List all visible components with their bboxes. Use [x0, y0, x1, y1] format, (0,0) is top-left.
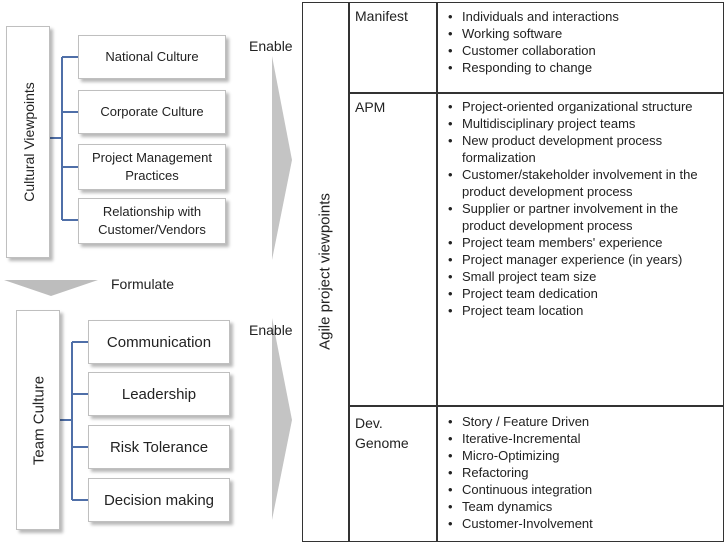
agile-viewpoints-title: Agile project viewpoints [316, 193, 334, 350]
team-culture-title: Team Culture [30, 375, 48, 466]
dev-genome-label: Dev. Genome [355, 415, 409, 451]
agile-viewpoints-table [302, 2, 724, 542]
list-item: • Small project team size [446, 268, 714, 285]
risk-tolerance-box: Risk Tolerance [88, 425, 230, 469]
project-management-practices-box: Project Management Practices [78, 144, 226, 190]
list-item: • Customer-Involvement [446, 515, 720, 532]
formulate-label: Formulate [111, 276, 175, 292]
list-item: • Project manager experience (in years) [446, 251, 714, 268]
list-item: • Continuous integration [446, 481, 720, 498]
decision-making-box: Decision making [88, 478, 230, 522]
list-item: • Supplier or partner involvement in the product development process [446, 200, 714, 234]
list-item: • Story / Feature Driven [446, 413, 720, 430]
apm-bullets [446, 98, 714, 319]
table-row-divider-2 [349, 405, 723, 407]
list-item: • Responding to change [446, 59, 720, 76]
table-row-divider-1 [349, 92, 723, 94]
formulate-arrow [4, 280, 98, 296]
list-item: • Project team location [446, 302, 714, 319]
list-item: • Customer/stakeholder involvement in the product development process [446, 166, 714, 200]
manifest-label: Manifest [355, 8, 408, 24]
relationship-customer-vendors-box: Relationship with Customer/Vendors [78, 198, 226, 244]
list-item: • Team dynamics [446, 498, 720, 515]
cultural-viewpoints-title: Cultural Viewpoints [21, 82, 37, 202]
enable-top-arrow [272, 56, 292, 260]
list-item: • Project team members' experience [446, 234, 714, 251]
list-item: • Iterative-Incremental [446, 430, 720, 447]
enable-top-label: Enable [249, 38, 293, 54]
communication-box: Communication [88, 320, 230, 364]
team-culture-box [16, 310, 60, 530]
list-item: • Micro-Optimizing [446, 447, 720, 464]
apm-label: APM [355, 99, 386, 115]
table-divider-middle [436, 3, 438, 541]
dev-genome-bullets [446, 413, 720, 532]
list-item: • Working software [446, 25, 720, 42]
list-item: • Individuals and interactions [446, 8, 720, 25]
corporate-culture-box: Corporate Culture [78, 90, 226, 134]
enable-bottom-arrow [272, 318, 292, 520]
manifest-bullets [446, 8, 720, 76]
list-item: • Refactoring [446, 464, 720, 481]
enable-bottom-label: Enable [249, 322, 293, 338]
list-item: • Multidisciplinary project teams [446, 115, 714, 132]
national-culture-box: National Culture [78, 35, 226, 79]
cultural-viewpoints-box [6, 26, 50, 258]
list-item: • Project team dedication [446, 285, 714, 302]
list-item: • Project-oriented organizational structure [446, 98, 714, 115]
leadership-box: Leadership [88, 372, 230, 416]
table-divider-left [348, 3, 350, 541]
list-item: • Customer collaboration [446, 42, 720, 59]
list-item: • New product development process formalization [446, 132, 714, 166]
